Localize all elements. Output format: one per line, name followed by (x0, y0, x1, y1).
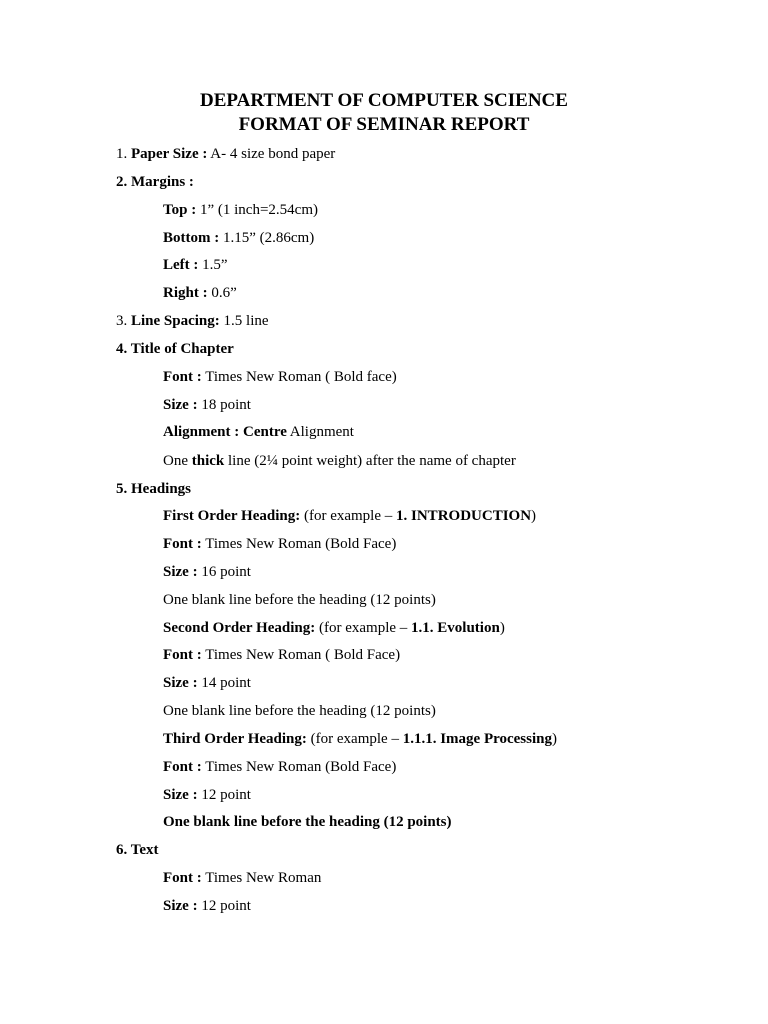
third-order-heading-line (163, 730, 557, 748)
first-order-size-line (163, 563, 251, 581)
item-number: 1. (116, 146, 131, 162)
size-label: Size : (163, 675, 198, 691)
margin-right-label: Right : (163, 285, 208, 301)
second-order-example: 1.1. Evolution (411, 620, 500, 636)
second-order-font-line (163, 646, 400, 664)
alignment-label: Alignment : Centre (163, 424, 287, 440)
font-label: Font : (163, 536, 202, 552)
first-order-example: 1. INTRODUCTION (396, 508, 532, 524)
size-value: 12 point (197, 898, 251, 914)
line-spacing-value: 1.5 line (219, 313, 269, 329)
line-spacing-label: Line Spacing: (131, 313, 220, 329)
example-pre: (for example – (300, 508, 397, 524)
second-order-heading-line (163, 619, 505, 637)
third-order-label: Third Order Heading: (163, 731, 307, 747)
chapter-alignment-line (163, 423, 354, 441)
chapter-title-heading-text: 4. Title of Chapter (116, 341, 234, 357)
text-heading-text: 6. Text (116, 842, 159, 858)
font-value: Times New Roman ( Bold face) (201, 369, 397, 385)
item-number: 3. (116, 313, 131, 329)
margin-left-label: Left : (163, 257, 199, 273)
page-title-line2: FORMAT OF SEMINAR REPORT (238, 114, 530, 135)
margin-top-label: Top : (163, 202, 197, 218)
margin-top-value: 1” (1 inch=2.54cm) (196, 202, 318, 218)
font-label: Font : (163, 759, 202, 775)
line-weight-post: line (2¼ point weight) after the name of chapter (224, 453, 516, 469)
first-order-blank-line: One blank line before the heading (12 points) (163, 592, 436, 608)
first-order-font-line (163, 535, 396, 553)
alignment-value: Alignment (286, 424, 354, 440)
headings-heading (116, 480, 191, 498)
margin-left-line (163, 256, 228, 274)
paper-size-line (116, 145, 335, 163)
margin-top-line (163, 201, 318, 219)
font-label: Font : (163, 647, 202, 663)
paper-size-value: A- 4 size bond paper (207, 146, 336, 162)
margins-heading-text: 2. Margins : (116, 174, 194, 190)
chapter-font-line (163, 368, 397, 386)
margins-heading (116, 173, 194, 191)
line-weight-pre: One (163, 453, 192, 469)
size-value: 18 point (197, 397, 251, 413)
margin-bottom-line (163, 229, 314, 247)
font-value: Times New Roman ( Bold Face) (201, 647, 401, 663)
example-post: ) (531, 508, 537, 524)
first-order-label: First Order Heading: (163, 508, 301, 524)
third-order-size-line (163, 786, 251, 804)
font-value: Times New Roman (201, 870, 322, 886)
font-label: Font : (163, 369, 202, 385)
chapter-size-line (163, 396, 251, 414)
size-value: 14 point (197, 675, 251, 691)
text-size-line (163, 897, 251, 915)
line-weight-thick: thick (191, 453, 225, 469)
font-value: Times New Roman (Bold Face) (201, 536, 397, 552)
first-order-heading-line (163, 507, 536, 525)
margin-left-value: 1.5” (198, 257, 228, 273)
example-pre: (for example – (306, 731, 403, 747)
third-order-blank-text: One blank line before the heading (12 points) (163, 814, 452, 830)
size-value: 16 point (197, 564, 251, 580)
font-label: Font : (163, 870, 202, 886)
third-order-example: 1.1.1. Image Processing (402, 731, 552, 747)
paper-size-label: Paper Size : (131, 146, 208, 162)
second-order-label: Second Order Heading: (163, 620, 316, 636)
margin-right-line (163, 284, 237, 302)
text-font-line (163, 869, 321, 887)
size-value: 12 point (197, 787, 251, 803)
example-post: ) (499, 620, 505, 636)
page-title-line1: DEPARTMENT OF COMPUTER SCIENCE (200, 90, 568, 111)
third-order-blank-line (163, 813, 452, 831)
headings-heading-text: 5. Headings (116, 481, 192, 497)
margin-right-value: 0.6” (207, 285, 237, 301)
size-label: Size : (163, 898, 198, 914)
example-pre: (for example – (315, 620, 412, 636)
second-order-blank-line: One blank line before the heading (12 points) (163, 703, 436, 719)
chapter-line-weight (163, 452, 516, 470)
margin-bottom-value: 1.15” (2.86cm) (219, 230, 315, 246)
size-label: Size : (163, 397, 198, 413)
margin-bottom-label: Bottom : (163, 230, 220, 246)
size-label: Size : (163, 564, 198, 580)
third-order-font-line (163, 758, 396, 776)
second-order-size-line (163, 674, 251, 692)
chapter-title-heading (116, 340, 234, 358)
text-heading (116, 841, 159, 859)
example-post: ) (552, 731, 557, 747)
line-spacing-line (116, 312, 269, 330)
font-value: Times New Roman (Bold Face) (201, 759, 397, 775)
size-label: Size : (163, 787, 198, 803)
